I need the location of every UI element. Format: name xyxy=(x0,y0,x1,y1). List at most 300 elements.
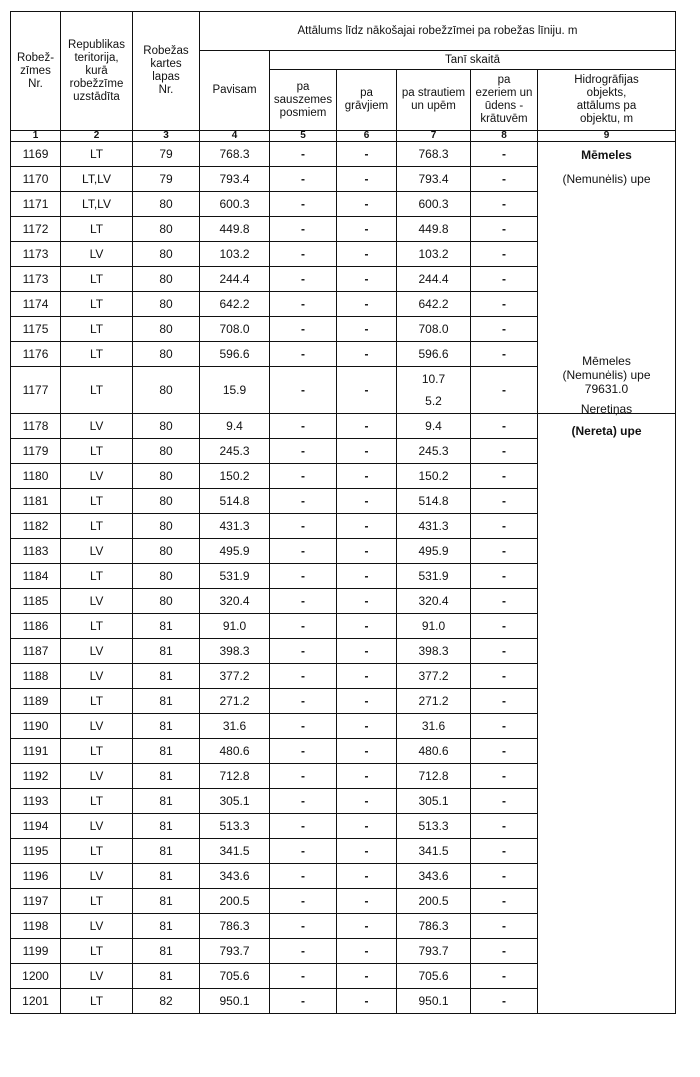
marker-number: 1173 xyxy=(11,242,61,267)
river-distance: 705.6 xyxy=(397,964,471,989)
ditch-distance: - xyxy=(337,292,397,317)
total-distance: 31.6 xyxy=(200,714,270,739)
header-map-sheet: Robežas kartes lapas Nr. xyxy=(133,12,200,131)
map-sheet: 80 xyxy=(133,414,200,439)
header-ditches: pa grāvjiem xyxy=(337,70,397,131)
header-rivers: pa strautiem un upēm xyxy=(397,70,471,131)
land-distance: - xyxy=(270,192,337,217)
marker-number: 1199 xyxy=(11,939,61,964)
land-distance: - xyxy=(270,864,337,889)
ditch-distance: - xyxy=(337,914,397,939)
river-distance: 377.2 xyxy=(397,664,471,689)
territory: LV xyxy=(61,964,133,989)
marker-number: 1169 xyxy=(11,142,61,167)
ditch-distance: - xyxy=(337,242,397,267)
column-number-row xyxy=(11,131,676,142)
ditch-distance: - xyxy=(337,464,397,489)
column-number: 9 xyxy=(538,131,676,142)
total-distance: 320.4 xyxy=(200,589,270,614)
marker-number: 1196 xyxy=(11,864,61,889)
total-distance: 950.1 xyxy=(200,989,270,1014)
total-distance: 449.8 xyxy=(200,217,270,242)
header-lakes: pa ezeriem un ūdens - krātuvēm xyxy=(471,70,538,131)
marker-number: 1183 xyxy=(11,539,61,564)
total-distance: 245.3 xyxy=(200,439,270,464)
lake-distance: - xyxy=(471,689,538,714)
river-distance: 305.1 xyxy=(397,789,471,814)
land-distance: - xyxy=(270,839,337,864)
total-distance: 431.3 xyxy=(200,514,270,539)
lake-distance: - xyxy=(471,814,538,839)
marker-number: 1172 xyxy=(11,217,61,242)
lake-distance: - xyxy=(471,514,538,539)
land-distance: - xyxy=(270,589,337,614)
total-distance: 596.6 xyxy=(200,342,270,367)
lake-distance: - xyxy=(471,242,538,267)
map-sheet: 80 xyxy=(133,292,200,317)
map-sheet: 81 xyxy=(133,814,200,839)
ditch-distance: - xyxy=(337,317,397,342)
total-distance: 513.3 xyxy=(200,814,270,839)
territory: LT,LV xyxy=(61,192,133,217)
lake-distance: - xyxy=(471,964,538,989)
territory: LT xyxy=(61,889,133,914)
territory: LT xyxy=(61,939,133,964)
marker-number: 1179 xyxy=(11,439,61,464)
river-distance: 398.3 xyxy=(397,639,471,664)
territory: LV xyxy=(61,814,133,839)
marker-number: 1175 xyxy=(11,317,61,342)
column-number: 4 xyxy=(200,131,270,142)
total-distance: 91.0 xyxy=(200,614,270,639)
territory: LV xyxy=(61,589,133,614)
column-number: 5 xyxy=(270,131,337,142)
lake-distance: - xyxy=(471,464,538,489)
ditch-distance: - xyxy=(337,814,397,839)
ditch-distance: - xyxy=(337,989,397,1014)
marker-number: 1184 xyxy=(11,564,61,589)
marker-number: 1187 xyxy=(11,639,61,664)
territory: LV xyxy=(61,764,133,789)
map-sheet: 80 xyxy=(133,317,200,342)
marker-number: 1189 xyxy=(11,689,61,714)
land-distance: - xyxy=(270,739,337,764)
river-distance: 31.6 xyxy=(397,714,471,739)
territory: LT,LV xyxy=(61,167,133,192)
hydro-label: Mēmeles xyxy=(581,148,632,162)
marker-number: 1178 xyxy=(11,414,61,439)
total-distance: 103.2 xyxy=(200,242,270,267)
map-sheet: 81 xyxy=(133,714,200,739)
land-distance: - xyxy=(270,317,337,342)
lake-distance: - xyxy=(471,889,538,914)
ditch-distance: - xyxy=(337,414,397,439)
table-row xyxy=(11,414,676,439)
land-distance: - xyxy=(270,989,337,1014)
total-distance: 712.8 xyxy=(200,764,270,789)
ditch-distance: - xyxy=(337,167,397,192)
map-sheet: 80 xyxy=(133,589,200,614)
marker-number: 1181 xyxy=(11,489,61,514)
ditch-distance: - xyxy=(337,664,397,689)
land-distance: - xyxy=(270,342,337,367)
marker-number: 1177 xyxy=(11,367,61,414)
river-distance: 480.6 xyxy=(397,739,471,764)
ditch-distance: - xyxy=(337,489,397,514)
hydro-label: (Nemunėlis) upe xyxy=(562,368,651,382)
total-distance: 341.5 xyxy=(200,839,270,864)
map-sheet: 80 xyxy=(133,489,200,514)
river-distance: 596.6 xyxy=(397,342,471,367)
map-sheet: 81 xyxy=(133,739,200,764)
land-distance: - xyxy=(270,614,337,639)
marker-number: 1185 xyxy=(11,589,61,614)
lake-distance: - xyxy=(471,439,538,464)
river-distance: 9.4 xyxy=(397,414,471,439)
river-distance: 91.0 xyxy=(397,614,471,639)
map-sheet: 79 xyxy=(133,142,200,167)
map-sheet: 81 xyxy=(133,864,200,889)
total-distance: 9.4 xyxy=(200,414,270,439)
hydro-object-neretas xyxy=(538,402,676,1014)
map-sheet: 81 xyxy=(133,914,200,939)
total-distance: 480.6 xyxy=(200,739,270,764)
land-distance: - xyxy=(270,167,337,192)
land-distance: - xyxy=(270,267,337,292)
table-row xyxy=(11,142,676,167)
column-number: 7 xyxy=(397,131,471,142)
ditch-distance: - xyxy=(337,639,397,664)
ditch-distance: - xyxy=(337,267,397,292)
marker-number: 1198 xyxy=(11,914,61,939)
land-distance: - xyxy=(270,689,337,714)
ditch-distance: - xyxy=(337,614,397,639)
lake-distance: - xyxy=(471,489,538,514)
ditch-distance: - xyxy=(337,589,397,614)
land-distance: - xyxy=(270,814,337,839)
marker-number: 1173 xyxy=(11,267,61,292)
lake-distance: - xyxy=(471,764,538,789)
land-distance: - xyxy=(270,414,337,439)
marker-number: 1201 xyxy=(11,989,61,1014)
total-distance: 708.0 xyxy=(200,317,270,342)
land-distance: - xyxy=(270,964,337,989)
map-sheet: 81 xyxy=(133,639,200,664)
land-distance: - xyxy=(270,367,337,414)
ditch-distance: - xyxy=(337,964,397,989)
marker-number: 1186 xyxy=(11,614,61,639)
ditch-distance: - xyxy=(337,714,397,739)
land-distance: - xyxy=(270,464,337,489)
land-distance: - xyxy=(270,217,337,242)
lake-distance: - xyxy=(471,789,538,814)
river-distance: 245.3 xyxy=(397,439,471,464)
total-distance: 793.4 xyxy=(200,167,270,192)
marker-number: 1190 xyxy=(11,714,61,739)
river-distance: 341.5 xyxy=(397,839,471,864)
lake-distance: - xyxy=(471,292,538,317)
ditch-distance: - xyxy=(337,192,397,217)
marker-number: 1195 xyxy=(11,839,61,864)
land-distance: - xyxy=(270,439,337,464)
map-sheet: 80 xyxy=(133,192,200,217)
map-sheet: 81 xyxy=(133,939,200,964)
ditch-distance: - xyxy=(337,864,397,889)
territory: LV xyxy=(61,464,133,489)
map-sheet: 81 xyxy=(133,889,200,914)
river-distance: 514.8 xyxy=(397,489,471,514)
territory: LV xyxy=(61,414,133,439)
map-sheet: 81 xyxy=(133,789,200,814)
land-distance: - xyxy=(270,764,337,789)
ditch-distance: - xyxy=(337,739,397,764)
territory: LV xyxy=(61,639,133,664)
lake-distance: - xyxy=(471,914,538,939)
hydro-label: Neretiņas xyxy=(580,402,633,416)
total-distance: 786.3 xyxy=(200,914,270,939)
ditch-distance: - xyxy=(337,539,397,564)
land-distance: - xyxy=(270,539,337,564)
column-number: 6 xyxy=(337,131,397,142)
header-land: pa sauszemes posmiem xyxy=(270,70,337,131)
territory: LT xyxy=(61,514,133,539)
map-sheet: 79 xyxy=(133,167,200,192)
river-distance: 513.3 xyxy=(397,814,471,839)
river-distance-part: 5.2 xyxy=(425,394,442,408)
lake-distance: - xyxy=(471,414,538,439)
river-distance: 103.2 xyxy=(397,242,471,267)
land-distance: - xyxy=(270,514,337,539)
map-sheet: 80 xyxy=(133,539,200,564)
lake-distance: - xyxy=(471,589,538,614)
land-distance: - xyxy=(270,789,337,814)
river-distance: 271.2 xyxy=(397,689,471,714)
river-distance: 449.8 xyxy=(397,217,471,242)
marker-number: 1182 xyxy=(11,514,61,539)
river-distance: 531.9 xyxy=(397,564,471,589)
territory: LT xyxy=(61,267,133,292)
marker-number: 1180 xyxy=(11,464,61,489)
total-distance: 600.3 xyxy=(200,192,270,217)
land-distance: - xyxy=(270,142,337,167)
hydro-label: (Nereta) upe xyxy=(571,424,642,438)
table-body xyxy=(11,142,676,1014)
river-distance: 343.6 xyxy=(397,864,471,889)
territory: LV xyxy=(61,664,133,689)
marker-number: 1197 xyxy=(11,889,61,914)
territory: LT xyxy=(61,839,133,864)
header-total: Pavisam xyxy=(200,51,270,131)
marker-number: 1193 xyxy=(11,789,61,814)
territory: LV xyxy=(61,539,133,564)
lake-distance: - xyxy=(471,217,538,242)
map-sheet: 80 xyxy=(133,514,200,539)
ditch-distance: - xyxy=(337,142,397,167)
territory: LT xyxy=(61,367,133,414)
map-sheet: 81 xyxy=(133,614,200,639)
map-sheet: 80 xyxy=(133,242,200,267)
marker-number: 1171 xyxy=(11,192,61,217)
land-distance: - xyxy=(270,292,337,317)
river-distance: 768.3 xyxy=(397,142,471,167)
map-sheet: 82 xyxy=(133,989,200,1014)
map-sheet: 80 xyxy=(133,342,200,367)
boundary-distance-table xyxy=(10,11,676,1014)
lake-distance: - xyxy=(471,317,538,342)
territory: LV xyxy=(61,714,133,739)
map-sheet: 80 xyxy=(133,217,200,242)
territory: LT xyxy=(61,989,133,1014)
map-sheet: 81 xyxy=(133,764,200,789)
lake-distance: - xyxy=(471,167,538,192)
total-distance: 244.4 xyxy=(200,267,270,292)
territory: LV xyxy=(61,914,133,939)
territory: LT xyxy=(61,439,133,464)
lake-distance: - xyxy=(471,939,538,964)
river-distance xyxy=(397,367,471,414)
ditch-distance: - xyxy=(337,939,397,964)
land-distance: - xyxy=(270,664,337,689)
lake-distance: - xyxy=(471,142,538,167)
map-sheet: 80 xyxy=(133,564,200,589)
map-sheet: 80 xyxy=(133,439,200,464)
lake-distance: - xyxy=(471,614,538,639)
ditch-distance: - xyxy=(337,439,397,464)
total-distance: 15.9 xyxy=(200,367,270,414)
ditch-distance: - xyxy=(337,889,397,914)
lake-distance: - xyxy=(471,739,538,764)
marker-number: 1174 xyxy=(11,292,61,317)
territory: LT xyxy=(61,142,133,167)
total-distance: 531.9 xyxy=(200,564,270,589)
lake-distance: - xyxy=(471,664,538,689)
territory: LT xyxy=(61,292,133,317)
ditch-distance: - xyxy=(337,342,397,367)
land-distance: - xyxy=(270,939,337,964)
territory: LT xyxy=(61,564,133,589)
ditch-distance: - xyxy=(337,789,397,814)
map-sheet: 80 xyxy=(133,367,200,414)
ditch-distance: - xyxy=(337,564,397,589)
total-distance: 768.3 xyxy=(200,142,270,167)
lake-distance: - xyxy=(471,367,538,414)
map-sheet: 81 xyxy=(133,964,200,989)
ditch-distance: - xyxy=(337,839,397,864)
land-distance: - xyxy=(270,639,337,664)
river-distance: 150.2 xyxy=(397,464,471,489)
map-sheet: 81 xyxy=(133,664,200,689)
territory: LT xyxy=(61,739,133,764)
river-distance: 244.4 xyxy=(397,267,471,292)
marker-number: 1192 xyxy=(11,764,61,789)
total-distance: 271.2 xyxy=(200,689,270,714)
river-distance: 950.1 xyxy=(397,989,471,1014)
river-distance: 793.7 xyxy=(397,939,471,964)
total-distance: 150.2 xyxy=(200,464,270,489)
hydro-label: (Nemunėlis) upe xyxy=(562,172,651,186)
hydro-object-memeles xyxy=(538,142,676,414)
ditch-distance: - xyxy=(337,514,397,539)
lake-distance: - xyxy=(471,714,538,739)
map-sheet: 81 xyxy=(133,839,200,864)
marker-number: 1176 xyxy=(11,342,61,367)
total-distance: 343.6 xyxy=(200,864,270,889)
land-distance: - xyxy=(270,242,337,267)
lake-distance: - xyxy=(471,989,538,1014)
header-territory: Republikas teritorija, kurā robežzīme uzstādīta xyxy=(61,12,133,131)
territory: LT xyxy=(61,614,133,639)
total-distance: 793.7 xyxy=(200,939,270,964)
column-number: 8 xyxy=(471,131,538,142)
river-distance: 200.5 xyxy=(397,889,471,914)
river-distance: 712.8 xyxy=(397,764,471,789)
river-distance: 495.9 xyxy=(397,539,471,564)
marker-number: 1188 xyxy=(11,664,61,689)
marker-number: 1194 xyxy=(11,814,61,839)
river-distance: 600.3 xyxy=(397,192,471,217)
territory: LT xyxy=(61,342,133,367)
column-number: 2 xyxy=(61,131,133,142)
land-distance: - xyxy=(270,564,337,589)
map-sheet: 81 xyxy=(133,689,200,714)
land-distance: - xyxy=(270,889,337,914)
total-distance: 495.9 xyxy=(200,539,270,564)
marker-number: 1200 xyxy=(11,964,61,989)
territory: LV xyxy=(61,242,133,267)
header-hydro-object: Hidrogrāfijas objekts, attālums pa objektu, m xyxy=(538,70,676,131)
territory: LT xyxy=(61,789,133,814)
total-distance: 200.5 xyxy=(200,889,270,914)
territory: LT xyxy=(61,689,133,714)
territory: LT xyxy=(61,317,133,342)
lake-distance: - xyxy=(471,267,538,292)
hydro-label: Mēmeles xyxy=(582,354,631,368)
territory: LT xyxy=(61,489,133,514)
ditch-distance: - xyxy=(337,764,397,789)
ditch-distance: - xyxy=(337,367,397,414)
header-including-group: Tanī skaitā xyxy=(270,51,676,70)
land-distance: - xyxy=(270,714,337,739)
river-distance: 786.3 xyxy=(397,914,471,939)
total-distance: 705.6 xyxy=(200,964,270,989)
map-sheet: 80 xyxy=(133,464,200,489)
total-distance: 377.2 xyxy=(200,664,270,689)
header-distance-group: Attālums līdz nākošajai robežzīmei pa robežas līniju. m xyxy=(200,12,676,51)
marker-number: 1170 xyxy=(11,167,61,192)
lake-distance: - xyxy=(471,839,538,864)
total-distance: 398.3 xyxy=(200,639,270,664)
lake-distance: - xyxy=(471,192,538,217)
column-number: 3 xyxy=(133,131,200,142)
lake-distance: - xyxy=(471,342,538,367)
total-distance: 514.8 xyxy=(200,489,270,514)
ditch-distance: - xyxy=(337,689,397,714)
territory: LT xyxy=(61,217,133,242)
ditch-distance: - xyxy=(337,217,397,242)
total-distance: 305.1 xyxy=(200,789,270,814)
lake-distance: - xyxy=(471,539,538,564)
river-distance: 708.0 xyxy=(397,317,471,342)
land-distance: - xyxy=(270,914,337,939)
lake-distance: - xyxy=(471,864,538,889)
hydro-distance: 79631.0 xyxy=(584,382,629,396)
column-number: 1 xyxy=(11,131,61,142)
lake-distance: - xyxy=(471,639,538,664)
river-distance: 642.2 xyxy=(397,292,471,317)
river-distance-part: 10.7 xyxy=(421,372,446,386)
lake-distance: - xyxy=(471,564,538,589)
river-distance: 320.4 xyxy=(397,589,471,614)
